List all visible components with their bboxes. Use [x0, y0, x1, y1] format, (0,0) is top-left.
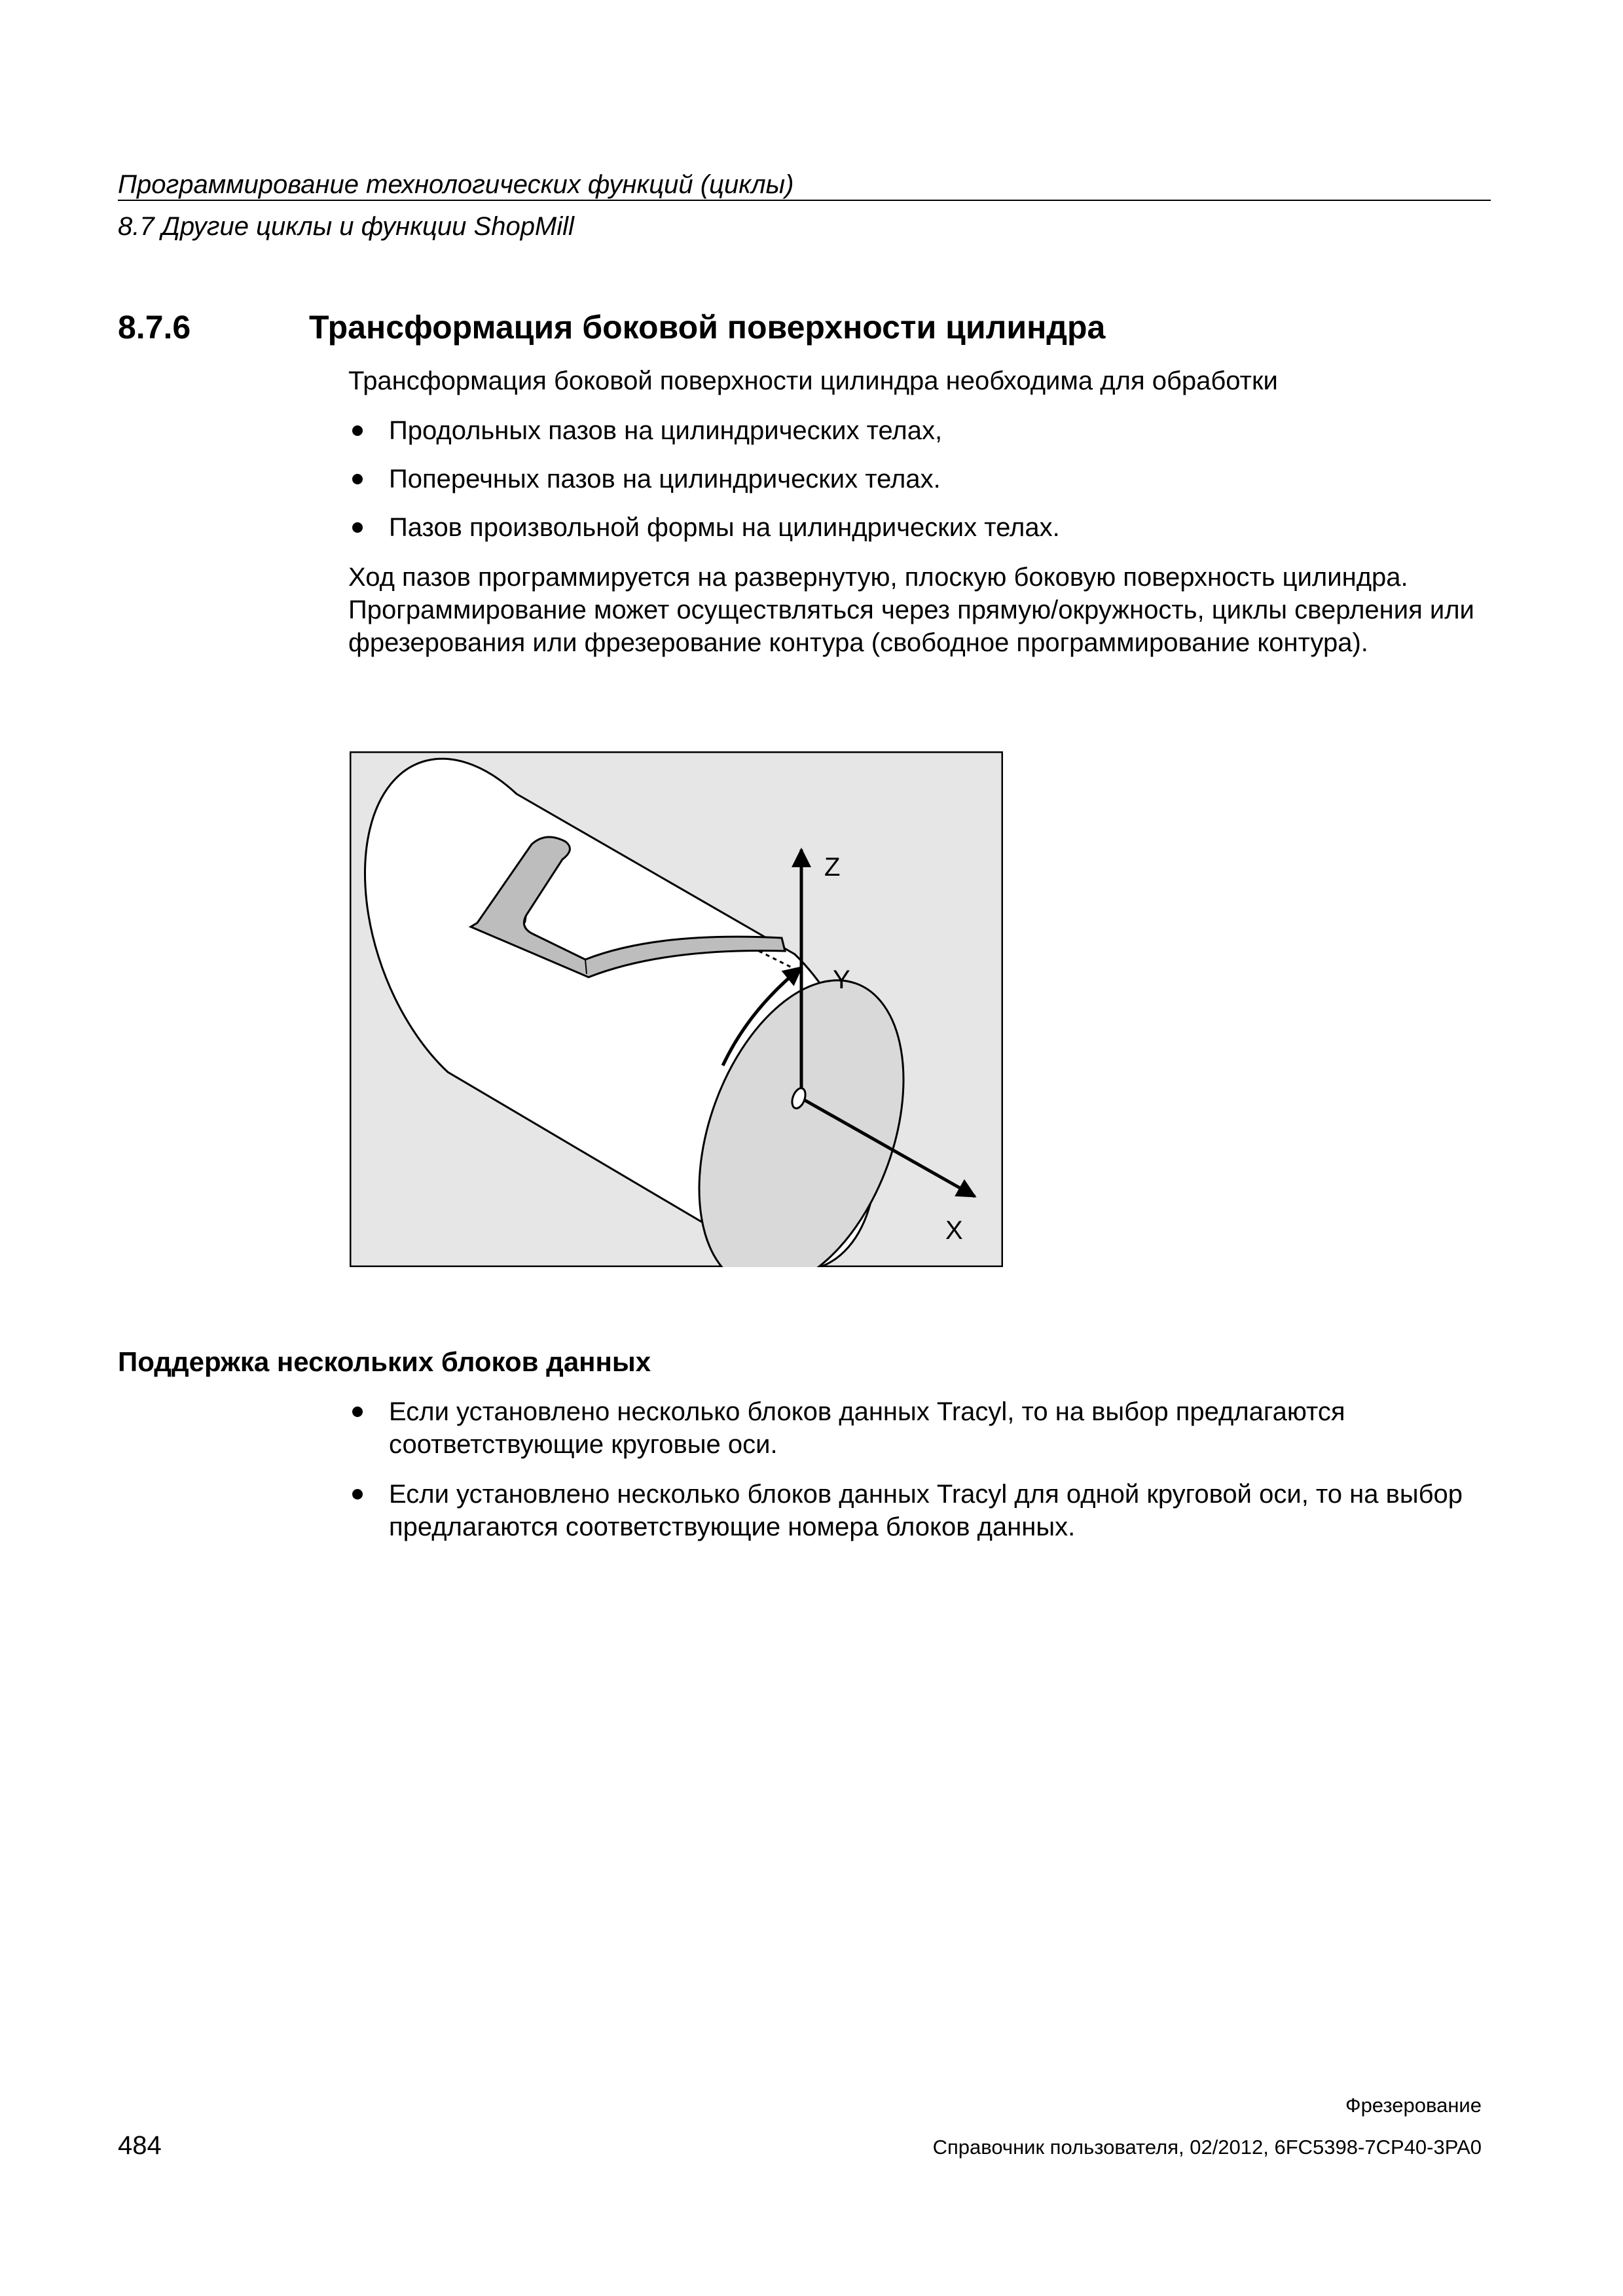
subsection-title: Поддержка нескольких блоков данных	[118, 1346, 651, 1377]
bullet-icon	[352, 522, 363, 533]
running-header-section: 8.7 Другие циклы и функции ShopMill	[118, 212, 574, 241]
footer-reference: Справочник пользователя, 02/2012, 6FC5398-7CP40-3PA0	[932, 2136, 1482, 2159]
y-axis-label: Y	[833, 965, 850, 994]
section-title: Трансформация боковой поверхности цилиндра	[309, 309, 1106, 346]
bullet-icon	[352, 474, 363, 484]
bullet-icon	[352, 1407, 363, 1417]
data-blocks-list	[348, 1395, 1494, 1560]
list-item: Продольных пазов на цилиндрических телах,	[348, 414, 1494, 447]
list-item: Если установлено несколько блоков данных Tracyl, то на выбор предлагаются соответствующие круговые оси.	[348, 1395, 1494, 1461]
slot-types-list	[348, 414, 1494, 560]
intro-paragraph: Трансформация боковой поверхности цилиндра необходима для обработки	[348, 367, 1278, 395]
list-item: Поперечных пазов на цилиндрических телах.	[348, 463, 1494, 495]
cylinder-transformation-figure	[350, 751, 1003, 1267]
bullet-icon	[352, 1489, 363, 1499]
bullet-icon	[352, 425, 363, 436]
footer-manual-title: Фрезерование	[1345, 2094, 1482, 2117]
programming-paragraph: Ход пазов программируется на развернутую, плоскую боковую поверхность цилиндра. Программирование может осуществляться через прямую/окружность, циклы сверления или фрезерования или фрезерование контура (свободное программирование контура).	[348, 563, 1474, 657]
page-number: 484	[118, 2131, 162, 2160]
x-axis-label: X	[945, 1216, 963, 1245]
list-item: Пазов произвольной формы на цилиндрических телах.	[348, 511, 1494, 544]
section-number: 8.7.6	[118, 309, 191, 346]
z-axis-label: Z	[824, 853, 841, 882]
running-header-chapter: Программирование технологических функций (циклы)	[118, 170, 794, 199]
list-item: Если установлено несколько блоков данных Tracyl для одной круговой оси, то на выбор предлагаются соответствующие номера блоков данных.	[348, 1478, 1494, 1543]
header-rule	[118, 200, 1491, 201]
